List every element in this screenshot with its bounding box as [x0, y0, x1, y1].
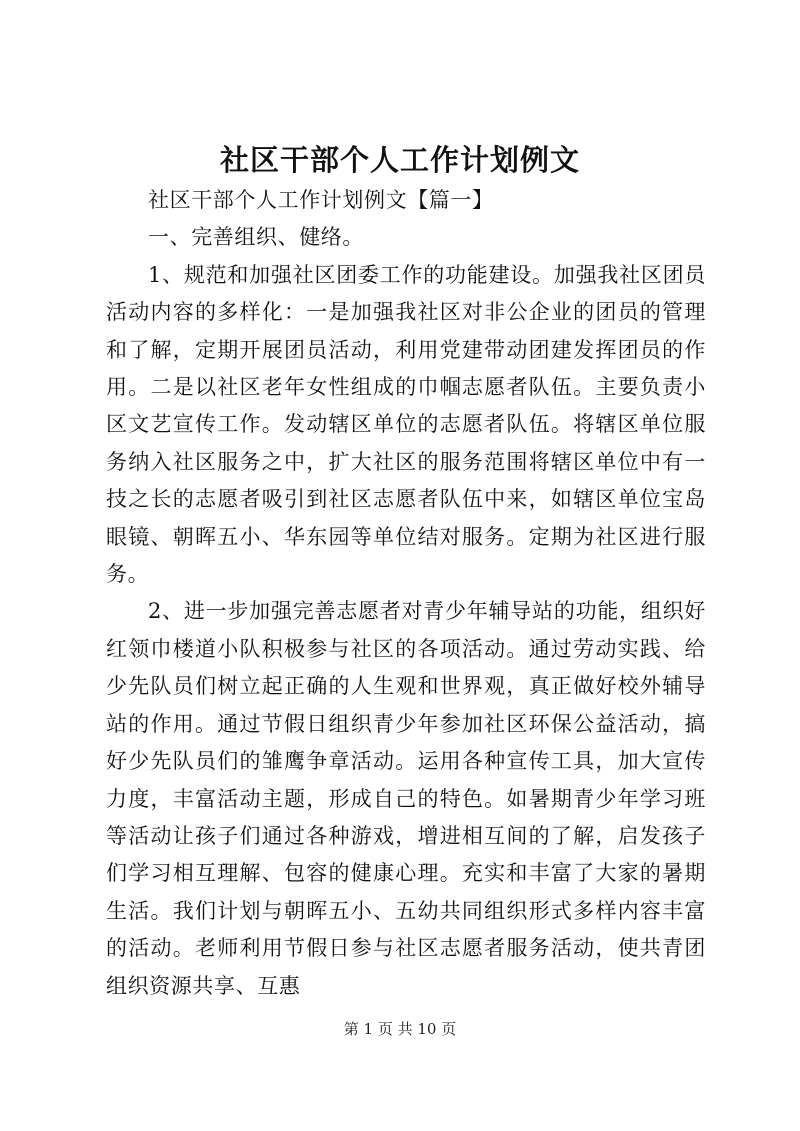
section-heading: 社区干部个人工作计划例文【篇一】 — [148, 188, 494, 212]
body-paragraph-1: 1、规范和加强社区团委工作的功能建设。加强我社区团员活动内容的多样化：一是加强我社区对非公企业的团员的管理和了解，定期开展团员活动，利用党建带动团建发挥团员的作用。二是以社区老年女性组成的巾帼志愿者队伍。主要负责小区文艺宣传工作。发动辖区单位的志愿者队伍。将辖区单位服务纳入社区服务之中，扩大社区的服务范围将辖区单位中有一技之长的志愿者吸引到社区志愿者队伍中来，如辖区单位宝岛眼镜、朝晖五小、华东园等单位结对服务。定期为社区进行服务。 — [106, 262, 706, 587]
document-body — [106, 182, 706, 1005]
subsection-heading: 一、完善组织、健络。 — [148, 225, 364, 250]
page-footer: 第 1 页 共 10 页 — [343, 1020, 457, 1038]
body-paragraph-2: 2、进一步加强完善志愿者对青少年辅导站的功能，组织好红领巾楼道小队积极参与社区的各项活动。通过劳动实践、给少先队员们树立起正确的人生观和世界观，真正做好校外辅导站的作用。通过节假日组织青少年参加社区环保公益活动，搞好少先队员们的雏鹰争章活动。运用各种宣传工具，加大宣传力度，丰富活动主题，形成自己的特色。如暑期青少年学习班等活动让孩子们通过各种游戏，增进相互间的了解，启发孩子们学习相互理解、包容的健康心理。充实和丰富了大家的暑期生活。我们计划与朝晖五小、五幼共同组织形式多样内容丰富的活动。老师利用节假日参与社区志愿者服务活动，使共青团组织资源共享、互惠 — [106, 599, 706, 998]
document-title: 社区干部个人工作计划例文 — [219, 143, 580, 177]
